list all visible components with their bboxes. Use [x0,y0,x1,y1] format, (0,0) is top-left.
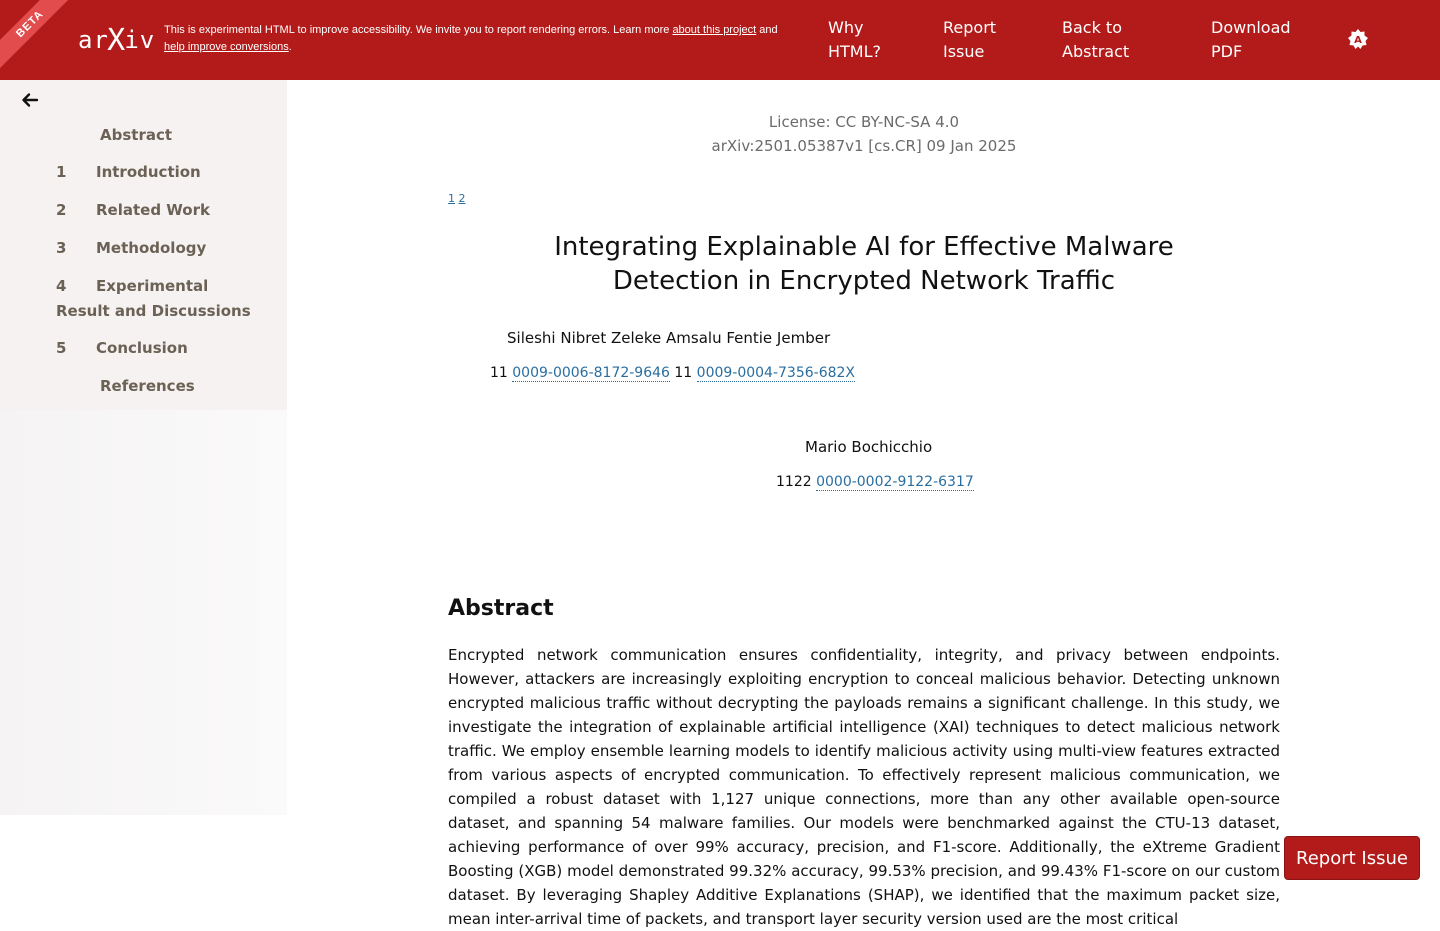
footnote-link-2[interactable]: 2 [458,192,466,205]
toc-label: Experimental Result and Discussions [56,277,251,320]
author-name-2: Mario Bochicchio [805,438,933,456]
author-names-1: Sileshi Nibret Zeleke Amsalu Fentie Jember [507,329,831,347]
license-text: License: CC BY-NC-SA 4.0 [768,113,960,131]
table-of-contents-sidebar [0,80,287,815]
toc-item-experimental-results[interactable] [56,274,256,324]
toc-item-methodology[interactable] [56,236,206,261]
author-affiliations-1 [490,362,855,384]
toc-label: Methodology [96,239,207,257]
arxiv-logo-text: arXiv [78,22,156,58]
contrast-icon[interactable] [1347,28,1369,50]
footnote-link-1[interactable]: 1 [448,192,455,205]
toc-number: 1 [56,163,67,181]
toc-label: Conclusion [96,339,188,357]
about-project-link[interactable]: about this project [672,24,757,36]
svg-text:A: A [1354,35,1362,46]
toc-item-abstract[interactable] [100,123,172,148]
toc-label: Related Work [96,201,210,219]
download-pdf-link[interactable]: Download PDF [1211,18,1291,61]
beta-ribbon: BETA [0,0,79,73]
toc-item-introduction[interactable] [56,160,201,185]
notice-text: This is experimental HTML to improve accessibility. We invite you to report rendering errors. Learn more [164,24,673,36]
toc-number: 3 [56,239,67,257]
arxiv-id: arXiv:2501.05387v1 [cs.CR] 09 Jan 2025 [711,137,1017,155]
orcid-link[interactable]: 0009-0004-7356-682X [696,365,856,381]
toc-number: 4 [56,277,67,295]
toc-label: References [100,377,195,395]
toc-label: Introduction [96,163,201,181]
affiliation-marker: 11 [669,365,697,381]
toc-item-references[interactable] [100,374,195,399]
affiliation-marker: 11 [490,365,513,381]
toc-number: 2 [56,201,67,219]
top-banner [0,0,1440,80]
arrow-left-icon[interactable] [20,90,40,110]
toc-number: 5 [56,339,67,357]
abstract-heading: Abstract [448,596,554,621]
title-line-2: Detection in Encrypted Network Traffic [612,266,1116,296]
orcid-link[interactable]: 0009-0006-8172-9646 [512,365,670,381]
author-affiliations-2 [776,471,974,493]
experimental-notice [164,22,814,56]
toc-label: Abstract [100,126,173,144]
toc-item-related-work[interactable] [56,198,210,223]
abstract-text: Encrypted network communication ensures confidentiality, integrity, and privacy between endpoints. However, attackers are increasingly exploiting encryption to conceal malicious behavior. Detecting unknown encrypted malicious traffic without decrypting the payloads remains a significant challenge. In this study, we investigate the integration of explainable artificial intelligence (XAI) techniques to detect malicious network traffic. We employ ensemble learning models to identify malicious activity using multi-view features extracted from various aspects of encrypted communication. To effectively represent malicious communication, we compiled a robust dataset with 1,127 unique connections, more than any other available open-source dataset, and spanning 54 malware families. Our models were benchmarked against the CTU-13 dataset, achieving performance of over 99% accuracy, precision, and F1-score. Additionally, the eXtreme Gradient Boosting (XGB) model demonstrated 99.32% accuracy, 99.53% precision, and 99.43% F1-score on our custom dataset. By leveraging Shapley Additive Explanations (SHAP), we identified that the maximum packet size, mean inter-arrival time of packets, and transport layer security version used are the most critical [448,646,1280,928]
why-html-link[interactable]: Why HTML? [828,18,882,61]
toc-item-conclusion[interactable] [56,336,188,361]
notice-end: . [288,41,292,53]
report-issue-button[interactable]: Report Issue [1284,836,1420,880]
report-issue-link[interactable]: Report Issue [943,18,997,61]
arxiv-logo[interactable] [78,22,155,58]
affiliation-marker: 1122 [776,474,817,490]
back-to-abstract-link[interactable]: Back to Abstract [1062,18,1130,61]
notice-and: and [756,24,778,36]
title-line-1: Integrating Explainable AI for Effective Malware [554,232,1174,262]
license-block [448,110,1280,158]
paper-title [448,230,1280,298]
orcid-link[interactable]: 0000-0002-9122-6317 [816,474,974,490]
help-improve-link[interactable]: help improve conversions [164,41,289,53]
footnote-links [448,192,466,205]
